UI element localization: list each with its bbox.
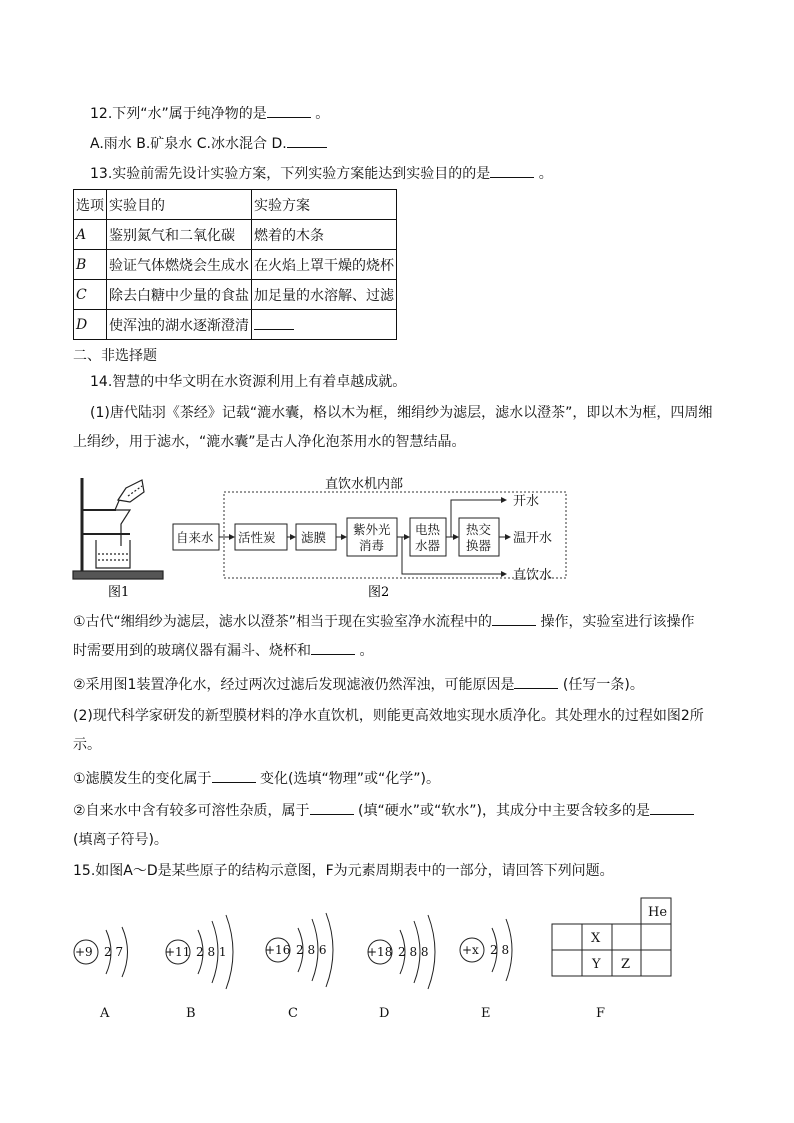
q13-answer-blank[interactable] — [490, 163, 534, 178]
atom-e-label: E — [481, 1006, 491, 1021]
q12-answer-blank[interactable] — [267, 103, 311, 118]
svg-text:水器: 水器 — [415, 538, 441, 553]
q14-blank-change[interactable] — [212, 768, 256, 783]
fig1-label: 图1 — [108, 585, 130, 598]
header-plan: 实验方案 — [252, 190, 397, 220]
q14-sub1-line1: ①古代“缃绢纱为滤层，滤水以澄茶”相当于现在实验室净水流程中的 操作，实验室进行该操作 — [73, 611, 695, 632]
cell-x: X — [591, 931, 601, 946]
q14-p1-line2: 上绢纱，用于滤水，“漉水囊”是古人净化泡茶用水的智慧结晶。 — [73, 434, 466, 450]
q13-table — [73, 189, 397, 340]
q12-options — [90, 133, 327, 154]
q12-option-c: C.冰水混合 — [196, 136, 267, 152]
svg-text:2 8 1: 2 8 1 — [196, 945, 227, 959]
q13-stem: 13.实验前需先设计实验方案，下列实验方案能达到实验目的的是 。 — [90, 163, 553, 184]
atom-a-label: A — [100, 1006, 110, 1021]
fig2-box-title: 直饮水机内部 — [325, 477, 404, 492]
q14-sub1-line2: 时需要用到的玻璃仪器有漏斗、烧杯和 。 — [73, 640, 373, 661]
svg-text:+x: +x — [462, 943, 479, 957]
atom-c-label: C — [288, 1006, 298, 1021]
q15-figures — [60, 895, 700, 1030]
cell-y: Y — [592, 957, 601, 972]
table-row: D 使浑浊的湖水逐渐澄清 — [74, 310, 397, 340]
svg-text:+11: +11 — [165, 945, 191, 959]
fig2-label: 图2 — [368, 585, 390, 598]
svg-text:2 8 6: 2 8 6 — [296, 943, 327, 957]
header-option: 选项 — [74, 190, 107, 220]
q14-figures — [68, 468, 588, 598]
svg-text:+16: +16 — [265, 943, 291, 957]
svg-text:热交: 热交 — [466, 522, 492, 537]
header-purpose: 实验目的 — [107, 190, 252, 220]
svg-text:+18: +18 — [367, 945, 393, 959]
svg-text:+9: +9 — [75, 945, 93, 959]
q12-option-b: B.矿泉水 — [136, 136, 193, 152]
q15-stem: 15.如图A～D是某些原子的结构示意图，F为元素周期表中的一部分，请回答下列问题。 — [73, 863, 614, 879]
atom-d-label: D — [379, 1006, 390, 1021]
section-heading: 二、非选择题 — [73, 348, 157, 364]
svg-text:自来水: 自来水 — [176, 530, 214, 545]
svg-text:电热: 电热 — [415, 522, 441, 537]
q14-blank-glassware[interactable] — [311, 640, 355, 655]
q12-option-d: D. — [271, 136, 287, 152]
table-f-label: F — [596, 1006, 606, 1021]
table-header-row — [74, 190, 397, 220]
q12-stem: 12.下列“水”属于纯净物的是 。 — [90, 103, 329, 124]
output-direct: 直饮水 — [513, 568, 553, 583]
cell-he: He — [648, 905, 668, 920]
q12-option-a: A.雨水 — [90, 136, 132, 152]
filtration-apparatus-icon — [73, 478, 163, 579]
svg-text:2 7: 2 7 — [104, 945, 124, 959]
q12-option-d-blank[interactable] — [287, 133, 327, 148]
table-row: B 验证气体燃烧会生成水 在火焰上罩干燥的烧杯 — [74, 250, 397, 280]
q14-blank-operation[interactable] — [492, 611, 536, 626]
table-row: C 除去白糖中少量的食盐 加足量的水溶解、过滤 — [74, 280, 397, 310]
q14-sub2: ②采用图1装置净化水，经过两次过滤后发现滤液仍然浑浊，可能原因是 (任写一条)。 — [73, 674, 644, 695]
cell-z: Z — [621, 957, 631, 972]
svg-text:2 8: 2 8 — [490, 943, 510, 957]
q13-d-plan-blank[interactable] — [252, 310, 397, 340]
q14-stem: 14.智慧的中华文明在水资源利用上有着卓越成就。 — [90, 374, 407, 390]
q14-blank-reason[interactable] — [514, 674, 558, 689]
svg-text:滤膜: 滤膜 — [301, 530, 327, 545]
q14-blank-hardness[interactable] — [310, 800, 354, 815]
q14-sub4-line2: (填离子符号)。 — [73, 832, 168, 848]
table-row: A 鉴别氮气和二氧化碳 燃着的木条 — [74, 220, 397, 250]
q14-p2-line1: (2)现代科学家研发的新型膜材料的净水直饮机，则能更高效地实现水质净化。其处理水的过程如图2所 — [73, 708, 704, 724]
q14-sub4-line1: ②自来水中含有较多可溶性杂质，属于 (填“硬水”或“软水”)，其成分中主要含较多的是 — [73, 800, 694, 821]
q14-sub3: ①滤膜发生的变化属于 变化(选填“物理”或“化学”)。 — [73, 768, 440, 789]
svg-text:2 8 8: 2 8 8 — [398, 945, 429, 959]
q14-p2-line2: 示。 — [73, 737, 101, 753]
q14-p1-line1: (1)唐代陆羽《茶经》记载“漉水囊，格以木为框，缃绢纱为滤层，滤水以澄茶”，即以木为框，四周缃 — [90, 405, 713, 421]
svg-text:换器: 换器 — [466, 538, 492, 553]
svg-text:消毒: 消毒 — [359, 538, 385, 553]
output-warm: 温开水 — [513, 531, 553, 546]
svg-text:活性炭: 活性炭 — [238, 530, 276, 545]
atom-b-label: B — [186, 1006, 196, 1021]
q14-blank-ions[interactable] — [650, 800, 694, 815]
output-boiled: 开水 — [513, 494, 540, 509]
svg-text:紫外光: 紫外光 — [353, 522, 391, 537]
